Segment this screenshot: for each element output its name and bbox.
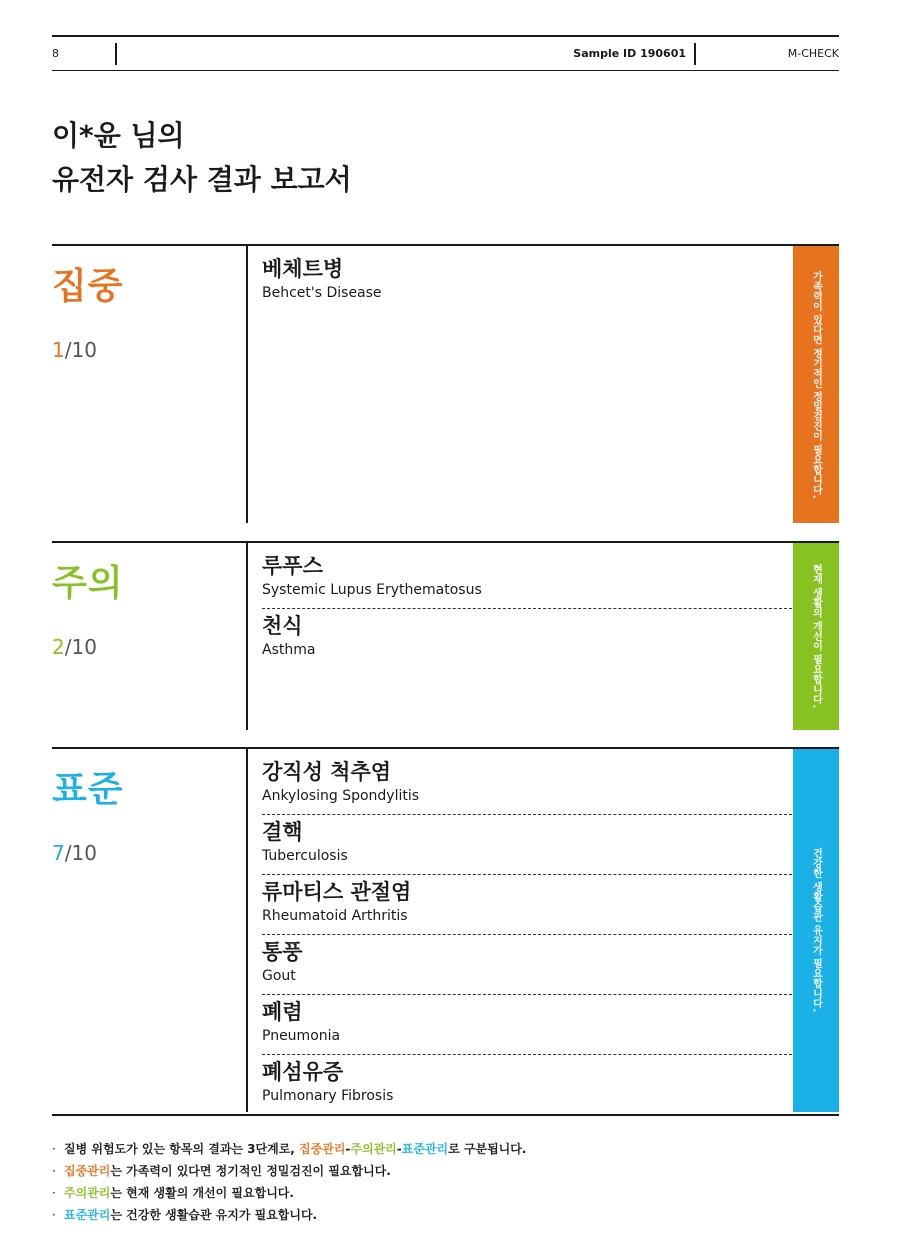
count-total: /10 [64,841,97,865]
disease-name-en: Asthma [262,642,316,658]
report-title-line1: 이*윤 님의 [52,119,185,152]
term-standard: 표준관리 [401,1142,449,1156]
section-focus [52,244,839,523]
footnote-text: 로 구분됩니다. [448,1142,527,1156]
count-number: 2 [52,635,65,659]
side-bar-caution [793,543,839,730]
page-header [52,35,839,71]
footnote-text: 는 건강한 생활습관 유지가 필요합니다. [110,1208,318,1222]
count-number: 7 [52,841,65,865]
disease-name-ko: 폐렴 [262,1000,303,1024]
disease-name-en: Gout [262,968,296,984]
section-caution [52,541,839,730]
disease-item [262,1055,792,1115]
disease-name-ko: 류마티스 관절염 [262,880,412,904]
disease-name-ko: 천식 [262,614,303,638]
bullet: · [52,1186,56,1200]
side-bar-text: 현재 생활의 개선이 필요합니다. [810,564,822,709]
disease-list [262,755,792,1115]
dash: - [345,1142,351,1156]
disease-name-ko: 강직성 척추염 [262,760,392,784]
term-caution: 주의관리 [350,1142,397,1156]
disease-name-en: Systemic Lupus Erythematosus [262,582,482,598]
disease-name-ko: 통풍 [262,940,303,964]
disease-item [262,935,792,995]
disease-item [262,609,792,669]
disease-name-en: Tuberculosis [262,848,348,864]
section-standard [52,747,839,1112]
page-number: 8 [52,47,59,60]
side-bar-standard [793,749,839,1112]
footnote-text: 는 현재 생활의 개선이 필요합니다. [110,1186,294,1200]
disease-list [262,549,792,669]
category-label: 주의 [52,563,124,604]
disease-item [262,875,792,935]
brand-name: M-CHECK [787,47,839,60]
section-divider [246,543,248,730]
term-caution: 주의관리 [64,1186,111,1200]
report-title [52,114,352,202]
bullet: · [52,1164,56,1178]
sample-id: Sample ID 190601 [573,47,686,60]
disease-name-en: Ankylosing Spondylitis [262,788,420,804]
count-total: /10 [64,338,97,362]
header-divider [115,43,117,65]
category-label: 집중 [52,266,124,307]
disease-name-en: Pneumonia [262,1028,341,1044]
disease-item [262,755,792,815]
disease-name-en: Behcet's Disease [262,285,382,301]
disease-list [262,252,792,312]
side-bar-text: 가족력이 있다면 정기적인 정밀검진이 필요합니다. [810,270,822,499]
disease-name-en: Rheumatoid Arthritis [262,908,408,924]
disease-name-ko: 결핵 [262,820,303,844]
term-focus: 집중관리 [64,1164,111,1178]
footnote-text: 는 가족력이 있다면 정기적인 정밀검진이 필요합니다. [110,1164,391,1178]
disease-item [262,815,792,875]
bullet: · [52,1208,56,1222]
dash: - [396,1142,402,1156]
category-count [52,635,97,659]
footnote-line [52,1182,526,1204]
section-divider [246,749,248,1112]
category-count [52,841,97,865]
term-focus: 집중관리 [299,1142,346,1156]
footnotes [52,1138,526,1226]
disease-name-en: Pulmonary Fibrosis [262,1088,394,1104]
term-standard: 표준관리 [64,1208,111,1222]
category-label: 표준 [52,769,124,810]
footnote-line [52,1204,526,1226]
side-bar-focus [793,246,839,523]
footnote-line [52,1138,526,1160]
footnote-text: 질병 위험도가 있는 항목의 결과는 3단계로, [64,1142,300,1156]
category-count [52,338,97,362]
report-title-line2: 유전자 검사 결과 보고서 [52,163,352,196]
disease-item [262,995,792,1055]
disease-name-ko: 폐섬유증 [262,1060,344,1084]
count-total: /10 [64,635,97,659]
disease-item [262,252,792,312]
footnote-line [52,1160,526,1182]
disease-name-ko: 루푸스 [262,554,323,578]
bullet: · [52,1142,56,1156]
section-divider [246,246,248,523]
side-bar-text: 건강한 생활습관 유지가 필요합니다. [810,848,822,1013]
disease-name-ko: 베체트병 [262,257,344,281]
disease-item [262,549,792,609]
count-number: 1 [52,338,65,362]
bottom-rule [52,1114,839,1116]
header-divider [694,43,696,65]
